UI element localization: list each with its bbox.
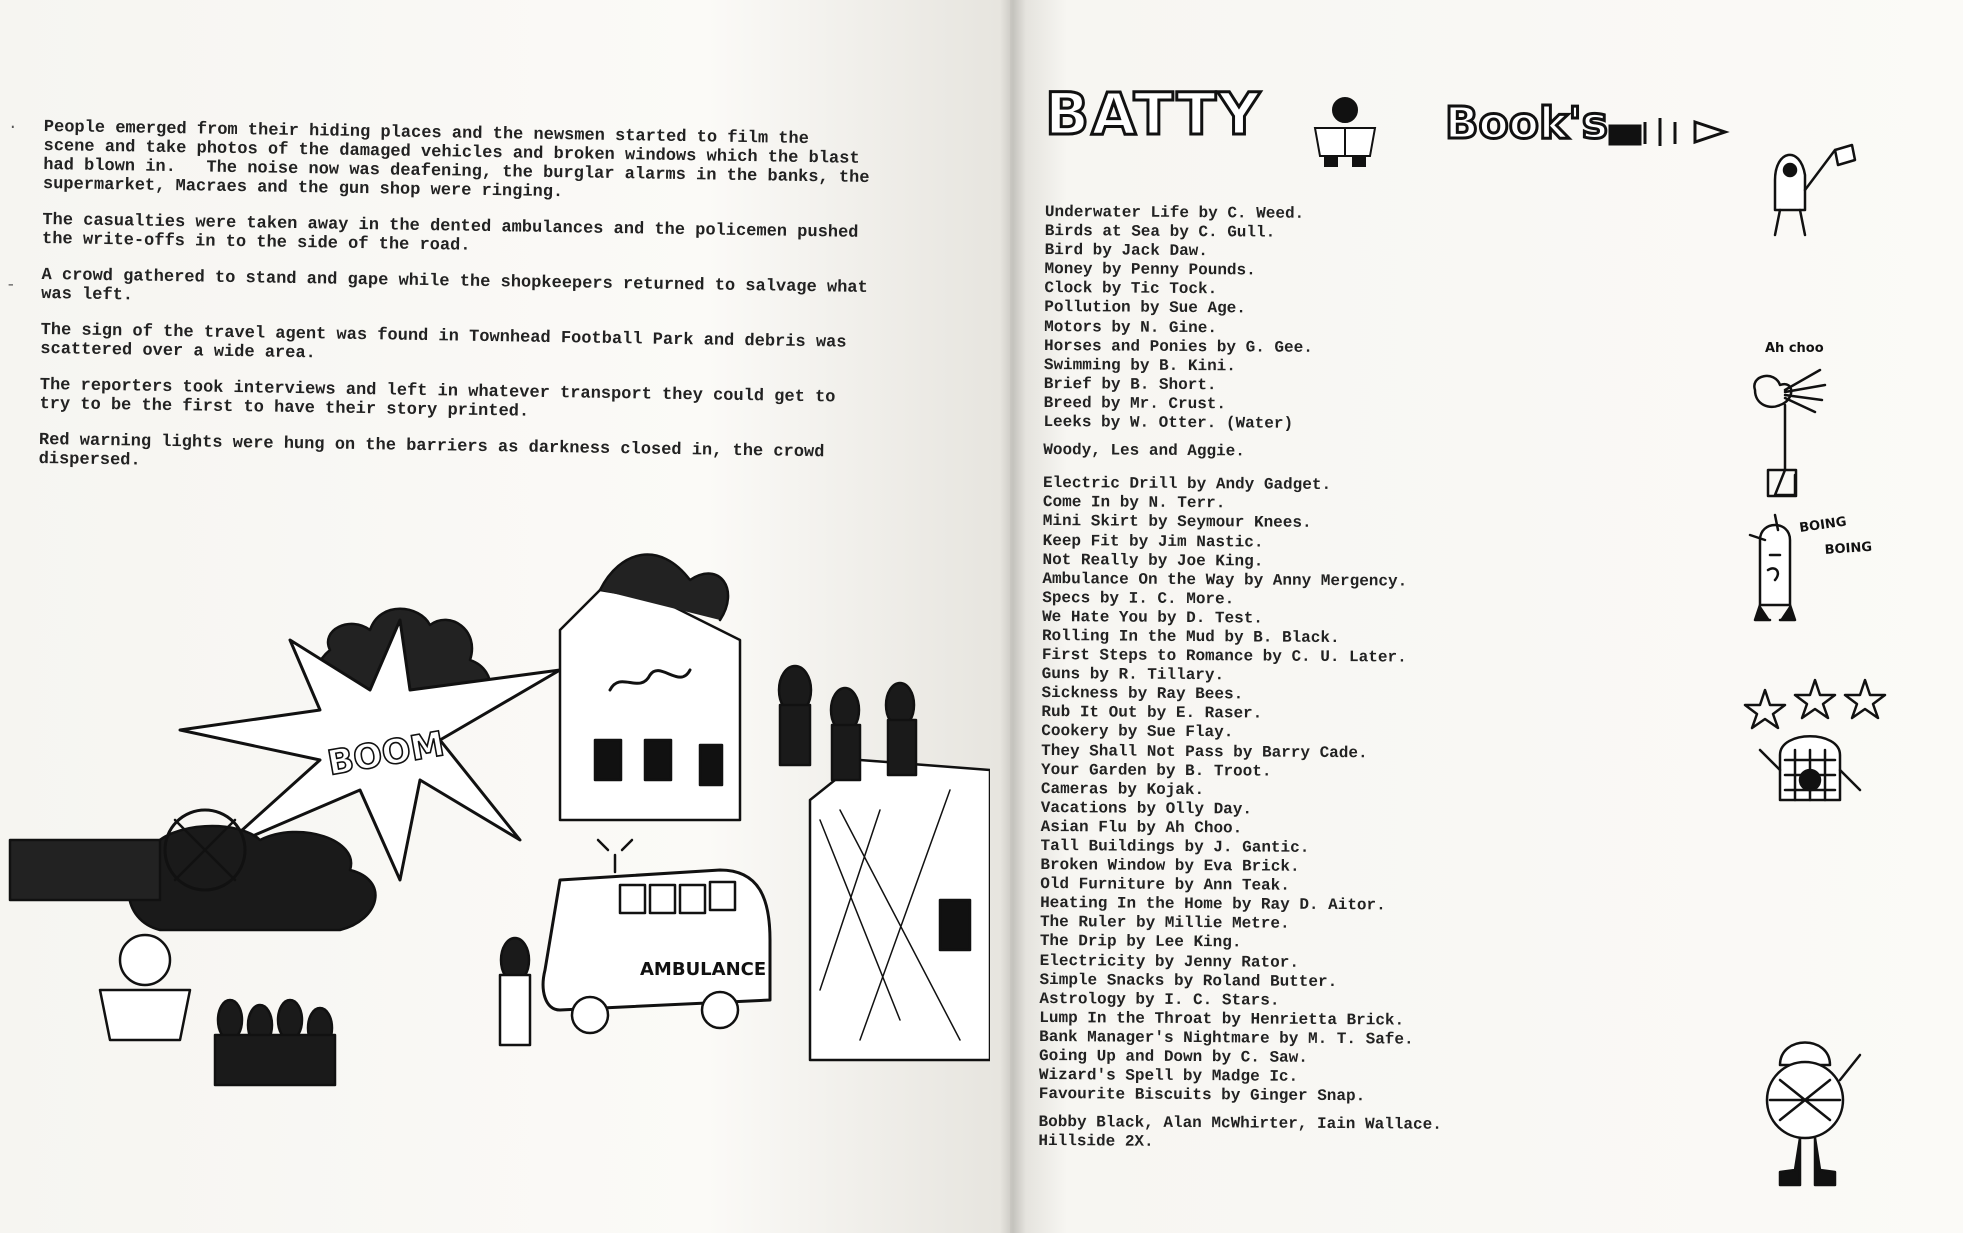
list-item: Rub It Out by E. Raser. xyxy=(1041,703,1263,723)
list-item: Money by Penny Pounds. xyxy=(1044,260,1256,280)
list-item: Swimming by B. Kini. xyxy=(1043,355,1236,376)
title-word-books: Book's xyxy=(1445,98,1608,149)
list-item: They Shall Not Pass by Barry Cade. xyxy=(1041,741,1368,762)
boing-label-2: BOING xyxy=(1824,539,1873,558)
list-item: The Drip by Lee King. xyxy=(1039,932,1242,952)
page-gutter xyxy=(1000,0,1026,1233)
list-item: Asian Flu by Ah Choo. xyxy=(1040,817,1243,838)
list-item: Leeks by W. Otter. (Water) xyxy=(1043,413,1294,433)
book-title-list xyxy=(1038,203,1525,1155)
sneeze-label: Ah choo xyxy=(1765,341,1824,356)
small-doodle-icon xyxy=(1605,112,1735,152)
book-list-group-1 xyxy=(1043,203,1525,435)
list-item: Mini Skirt by Seymour Knees. xyxy=(1042,512,1312,533)
margin-mark: · xyxy=(8,118,18,136)
flag-figure-doodle xyxy=(1775,145,1855,235)
title-word-batty: BATTY xyxy=(1045,80,1263,148)
list-item: Vacations by Olly Day. xyxy=(1040,798,1253,819)
bat-reading-icon xyxy=(1305,88,1385,168)
list-item: Motors by N. Gine. xyxy=(1044,317,1218,337)
list-item: Come In by N. Terr. xyxy=(1042,493,1226,513)
list-item: First Steps to Romance by C. U. Later. xyxy=(1041,646,1407,667)
list-item: The Ruler by Millie Metre. xyxy=(1039,913,1290,934)
window xyxy=(645,740,671,780)
list-item: Bank Manager's Nightmare by M. T. Safe. xyxy=(1039,1027,1414,1049)
authors-credit-2: Bobby Black, Alan McWhirter, Iain Wallace. xyxy=(1038,1113,1442,1135)
margin-mark: - xyxy=(6,276,16,294)
list-item: Guns by R. Tillary. xyxy=(1041,665,1225,685)
window xyxy=(595,740,621,780)
story-text xyxy=(38,118,944,500)
list-item: Horses and Ponies by G. Gee. xyxy=(1043,336,1313,357)
authors-credit-1: Woody, Les and Aggie. xyxy=(1043,441,1245,461)
list-item: Tall Buildings by J. Gantic. xyxy=(1040,836,1310,857)
list-item: Clock by Tic Tock. xyxy=(1044,279,1218,299)
round-figure-doodle xyxy=(1767,1043,1860,1186)
story-paragraph: The sign of the travel agent was found in Townhead Football Park and debris was scattered over a wide area. xyxy=(40,320,847,364)
left-crowd xyxy=(10,840,160,900)
boing-figure-doodle xyxy=(1750,515,1795,620)
list-item: Electric Drill by Andy Gadget. xyxy=(1042,474,1332,495)
list-item: Brief by B. Short. xyxy=(1043,374,1217,395)
window xyxy=(700,745,722,785)
list-item: Ambulance On the Way by Anny Mergency. xyxy=(1042,569,1408,591)
boing-label-1: BOING xyxy=(1798,514,1848,536)
list-item: Broken Window by Eva Brick. xyxy=(1040,856,1300,876)
list-item: We Hate You by D. Test. xyxy=(1042,607,1264,628)
list-item: Your Garden by B. Troot. xyxy=(1040,760,1272,781)
list-item: Going Up and Down by C. Saw. xyxy=(1038,1047,1308,1067)
class-credit: Hillside 2X. xyxy=(1038,1132,1154,1152)
list-item: Old Furniture by Ann Teak. xyxy=(1040,875,1290,895)
story-paragraph: A crowd gathered to stand and gape while the shopkeepers returned to salvage what was left. xyxy=(41,265,868,306)
margin-doodles xyxy=(1740,120,1940,1200)
list-item: Not Really by Joe King. xyxy=(1042,550,1264,571)
list-item: Cameras by Kojak. xyxy=(1040,779,1205,799)
stars-figure-doodle xyxy=(1745,680,1885,800)
list-item: Specs by I. C. More. xyxy=(1042,588,1235,609)
list-item: Sickness by Ray Bees. xyxy=(1041,684,1244,704)
list-item: Bird by Jack Daw. xyxy=(1044,241,1208,261)
list-item: Wizard's Spell by Madge Ic. xyxy=(1038,1066,1299,1086)
list-item: Pollution by Sue Age. xyxy=(1044,298,1246,318)
list-item: Rolling In the Mud by B. Black. xyxy=(1041,626,1340,648)
list-item: Simple Snacks by Roland Butter. xyxy=(1039,970,1338,991)
camera-reel xyxy=(120,935,170,985)
list-item: Birds at Sea by C. Gull. xyxy=(1044,222,1276,242)
story-paragraph: The reporters took interviews and left in whatever transport they could get to try to be the first to have their story printed. xyxy=(39,375,836,422)
list-item: Favourite Biscuits by Ginger Snap. xyxy=(1038,1085,1366,1106)
list-item: Heating In the Home by Ray D. Aitor. xyxy=(1040,894,1386,915)
list-item: Keep Fit by Jim Nastic. xyxy=(1042,531,1264,552)
story-paragraph: Red warning lights were hung on the barriers as darkness closed in, the crowd dispersed. xyxy=(38,430,825,471)
list-item: Astrology by I. C. Stars. xyxy=(1039,989,1280,1010)
list-item: Cookery by Sue Flay. xyxy=(1041,722,1234,742)
story-paragraph: People emerged from their hiding places and the newsmen started to film the scene and take photos of the damaged vehicles and broken windows which the blast had blown in. The noise now was deafening, the burglar alarms in the banks, the supermarket, Macraes and the gun shop were ringing. xyxy=(42,118,870,203)
ambulance-label: AMBULANCE xyxy=(640,959,767,980)
list-item: Breed by Mr. Crust. xyxy=(1043,393,1227,414)
list-item: Underwater Life by C. Weed. xyxy=(1044,203,1305,223)
story-paragraph: The casualties were taken away in the dented ambulances and the policemen pushed the write-offs in to the side of the road. xyxy=(41,210,859,256)
sneezing-figure-doodle xyxy=(1754,370,1825,496)
list-item: Electricity by Jenny Rator. xyxy=(1039,951,1300,972)
book-list-group-2 xyxy=(1039,474,1523,1107)
explosion-illustration xyxy=(0,520,990,1120)
boom-label: BOOM xyxy=(324,724,448,784)
list-item: Lump In the Throat by Henrietta Brick. xyxy=(1039,1008,1405,1030)
